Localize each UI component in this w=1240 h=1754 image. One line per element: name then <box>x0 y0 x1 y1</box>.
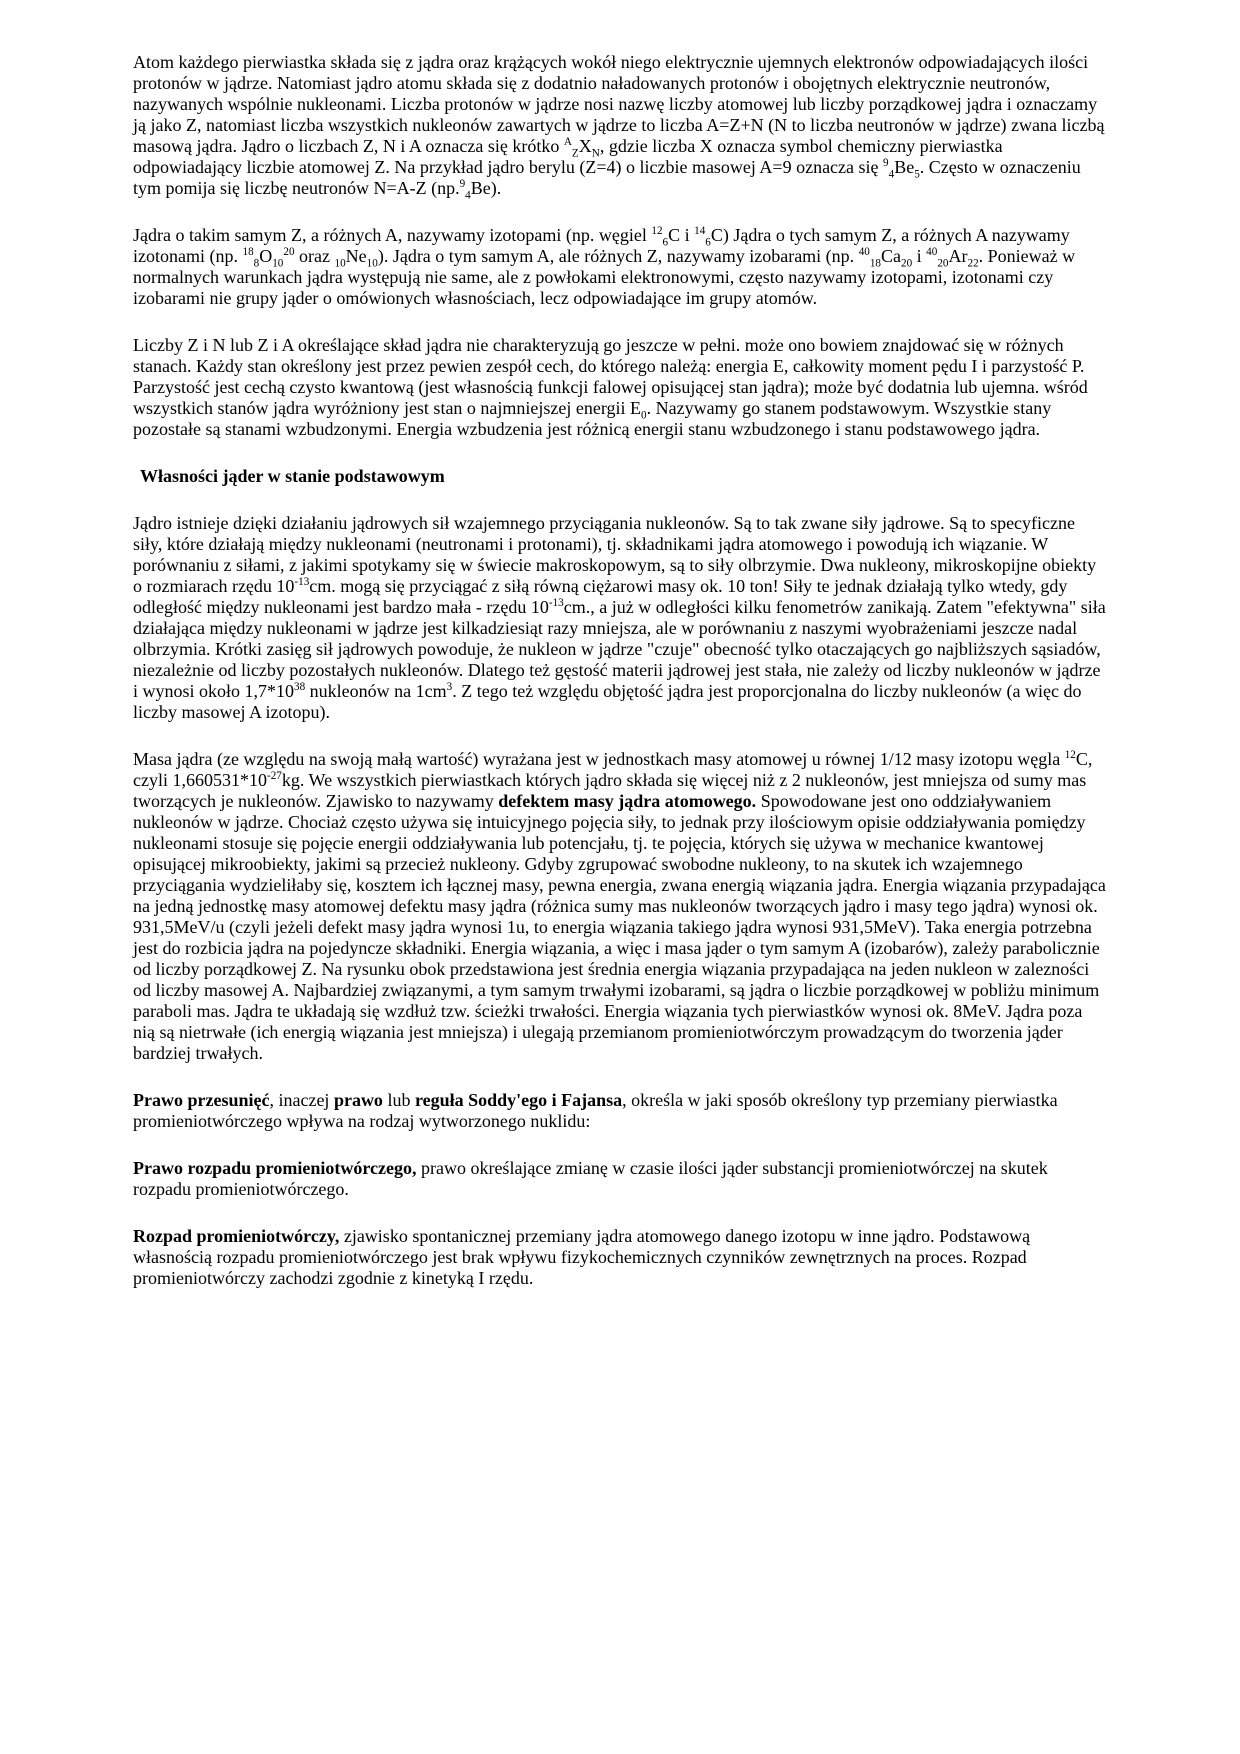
text-segment: Jądra o takim samym Z, a różnych A, nazywamy izotopami (np. węgiel <box>133 225 652 245</box>
superscript-text: 20 <box>283 246 295 258</box>
text-segment: . Ponieważ w normalnych warunkach jądra występują nie same, ale z powłokami elektronowymi, często nazywamy izotopami, izotonami czy izobarami nie grupy jąder o omówionych własnościach, lecz odpowiadające im grupy atomów. <box>133 246 1076 308</box>
bold-text: Rozpad promieniotwórczy, <box>133 1226 340 1246</box>
superscript-text: 40 <box>858 246 870 258</box>
text-segment: X <box>578 136 592 156</box>
subscript-text: 4 <box>465 189 471 202</box>
text-segment: prawo określające zmianę w czasie ilości jąder substancji promieniotwórczej na skutek rozpadu promieniotwórczego. <box>133 1158 1048 1199</box>
paragraph <box>133 335 1108 440</box>
paragraph <box>133 1158 1108 1200</box>
superscript-text: 40 <box>926 246 938 258</box>
subscript-text: N <box>591 147 600 160</box>
text-segment: Masa jądra (ze względu na swoją małą wartość) wyrażana jest w jednostkach masy atomowej u równej 1/12 masy izotopu węgla <box>133 749 1065 769</box>
subscript-text: 5 <box>914 168 920 181</box>
paragraph <box>133 225 1108 309</box>
superscript-text: 3 <box>446 681 453 693</box>
text-segment: Be <box>894 157 915 177</box>
subscript-text: 6 <box>705 236 711 249</box>
text-segment: Ar <box>948 246 968 266</box>
text-segment: , określa w jaki sposób określony typ przemiany pierwiastka promieniotwórczego wpływa na rodzaj wytworzonego nuklidu: <box>133 1090 1058 1131</box>
text-segment: O <box>259 246 273 266</box>
paragraph <box>133 1226 1108 1289</box>
text-segment: oraz <box>294 246 335 266</box>
subscript-text: 20 <box>901 257 913 270</box>
superscript-text: -13 <box>548 597 564 609</box>
superscript-text: 14 <box>694 225 706 237</box>
text-segment: Be). <box>470 178 502 198</box>
text-segment: C i <box>668 225 695 245</box>
section-heading <box>133 466 1108 487</box>
superscript-text: 12 <box>1064 749 1076 761</box>
text-segment: kg. We wszystkich pierwiastkach których jądro składa się więcej niż z 2 nukleonów, jest mniejsza od sumy mas tworzących je nukleonów. Zjawisko to nazywamy <box>133 770 1087 811</box>
bold-text: Prawo przesunięć <box>133 1090 270 1110</box>
text-segment: . Nazywamy go stanem podstawowym. Wszystkie stany pozostałe są stanami wzbudzonymi. Energia wzbudzenia jest różnicą energii stanu wzbudzonego i stanu podstawowego jądra. <box>133 398 1052 439</box>
text-segment: i <box>912 246 927 266</box>
subscript-text: 6 <box>662 236 669 249</box>
text-segment: Atom każdego pierwiastka składa się z jądra oraz krążących wokół niego elektrycznie ujemnych elektronów odpowiadających ilości protonów w jądrze. Natomiast jądro atomu składa się z dodatnio naładowanych protonów i obojętnych elektrycznie neutronów, nazywanych wspólnie nukleonami. Liczba protonów w jądrze nosi nazwę liczby atomowej lub liczby porządkowej jądra i oznaczamy ją jako Z, natomiast liczba wszystkich nukleonów zawartych w jądrze to liczba A=Z+N (N to liczba neutronów w jądrze) zwana liczbą masową jądra. Jądro o liczbach Z, N i A oznacza się krótko <box>133 52 1105 156</box>
subscript-text: 4 <box>888 168 895 181</box>
paragraph <box>133 513 1108 723</box>
bold-text: defektem masy jądra atomowego. <box>498 791 757 811</box>
superscript-text: -13 <box>294 576 310 588</box>
text-segment: C, czyli 1,660531*10 <box>133 749 1093 790</box>
paragraph <box>133 1090 1108 1132</box>
subscript-text: 20 <box>937 257 949 270</box>
text-segment: nukleonów na 1cm <box>305 681 447 701</box>
subscript-text: 8 <box>253 257 260 270</box>
subscript-text: Z <box>571 147 579 160</box>
subscript-text: 10 <box>334 257 346 270</box>
text-segment: zjawisko spontanicznej przemiany jądra atomowego danego izotopu w inne jądro. Podstawową własnością rozpadu promieniotwórczego jest brak wpływu fizykochemicznych czynników zewnętrznych na proces. Rozpad promieniotwórczy zachodzi zgodnie z kinetyką I rzędu. <box>133 1226 1031 1288</box>
text-segment: Jądro istnieje dzięki działaniu jądrowych sił wzajemnego przyciągania nukleonów. Są to tak zwane siły jądrowe. Są to specyficzne siły, które działają między nukleonami (neutronami i protonami), tj. składnikami jądra atomowego i powodują ich wiązanie. W porównaniu z siłami, z jakimi spotykamy się w świecie makroskopowym, są to siły olbrzymie. Dwa nukleony, mikroskopijne obiekty o rozmiarach rzędu 10 <box>133 513 1097 596</box>
superscript-text: 18 <box>242 246 254 258</box>
text-segment: Spowodowane jest ono oddziaływaniem nukleonów w jądrze. Chociaż często używa się intuicyjnego pojęcia siły, to jednak przy ilościowym opisie oddziaływania pomiędzy nukleonami stosuje się pojęcie energii oddziaływania lub potencjału, tj. te pojęcia, których się używa w mechanice kwantowej opisującej mikroobiekty, jakimi są przecież nukleony. Gdyby zgrupować swobodne nukleony, to na skutek ich wzajemnego przyciągania wydzieliłaby się, kosztem ich łącznej masy, pewna energia, zwana energią wiązania jądra. Energia wiązania przypadająca na jedną jednostkę masy atomowej defektu masy jądra (różnica sumy mas nukleonów tworzących jądro i masy tego jądra) wynosi ok. 931,5MeV/u (czyli jeżeli defekt masy jądra wynosi 1u, to energia wiązania takiego jądra wynosi 931,5MeV). Taka energia potrzebna jest do rozbicia jądra na pojedyncze składniki. Energia wiązania, a więc i masa jąder o tym samym A (izobarów), zależy parabolicznie od liczby porządkowej Z. Na rysunku obok przedstawiona jest średnia energia wiązania przypadająca na jeden nukleon w zalezności od liczby masowej A. Najbardziej związanymi, a tym samym trwałymi izobarami, są jądra o liczbie porządkowej w pobliżu minimum paraboli mas. Jądra te układają się wzdłuż tzw. ścieżki trwałości. Energia wiązania tych pierwiastków wynosi ok. 8MeV. Jądra poza nią są nietrwałe (ich energią wiązania jest mniejsza) i ulegają przemianom promieniotwórczym prowadzącym do tworzenia jąder bardziej trwałych. <box>133 791 1106 1063</box>
subscript-text: 10 <box>272 257 284 270</box>
superscript-text: -27 <box>266 770 282 782</box>
text-segment: . Z tego też względu objętość jądra jest proporcjonalna do liczby nukleonów (a więc do liczby masowej A izotopu). <box>133 681 1082 722</box>
bold-text: prawo <box>333 1090 383 1110</box>
text-segment: Ne <box>345 246 367 266</box>
text-segment: . Często w oznaczeniu tym pomija się liczbę neutronów N=A-Z (np. <box>133 157 1081 198</box>
superscript-text: 9 <box>459 178 466 190</box>
text-segment: Ca <box>881 246 901 266</box>
text-segment: ). Jądra o tym samym A, ale różnych Z, nazywamy izobarami (np. <box>377 246 859 266</box>
bold-text: Własności jąder w stanie podstawowym <box>140 466 445 486</box>
subscript-text: 22 <box>967 257 979 270</box>
text-segment: lub <box>382 1090 415 1110</box>
text-segment: , gdzie liczba X oznacza symbol chemiczny pierwiastka odpowiadający liczbie atomowej Z. Na przykład jądro berylu (Z=4) o liczbie masowej A=9 oznacza się <box>133 136 1003 177</box>
superscript-text: 38 <box>294 681 306 693</box>
text-segment: , inaczej <box>269 1090 334 1110</box>
bold-text: Prawo rozpadu promieniotwórczego, <box>133 1158 417 1178</box>
text-segment: C) Jądra o tych samym Z, a różnych A nazywamy izotonami (np. <box>133 225 1070 266</box>
text-segment: cm. mogą się przyciągać z siłą równą ciężarowi masy ok. 10 ton! Siły te jednak działają tylko wtedy, gdy odległość między nukleonami jest bardzo mała - rzędu 10 <box>133 576 1068 617</box>
subscript-text: 10 <box>366 257 378 270</box>
subscript-text: 0 <box>641 409 647 422</box>
paragraph <box>133 749 1108 1064</box>
subscript-text: 18 <box>869 257 881 270</box>
superscript-text: A <box>563 136 572 148</box>
superscript-text: 9 <box>883 157 889 169</box>
text-segment: Liczby Z i N lub Z i A określające skład jądra nie charakteryzują go jeszcze w pełni. może ono bowiem znajdować się w różnych stanach. Każdy stan określony jest przez pewien zespół cech, do którego należą: energia E, całkowity moment pędu I i parzystość P. Parzystość jest cechą czysto kwantową (jest własnością funkcji falowej opisującej stan jądra); może być dodatnia lub ujemna. wśród wszystkich stanów jądra wyróżniony jest stan o najmniejszej energii E <box>133 335 1088 418</box>
text-segment: cm., a już w odległości kilku fenometrów zanikają. Zatem "efektywna" siła działająca między nukleonami w jądrze jest kilkadziesiąt razy mniejsza, ale w porównaniu z naszymi wyobrażeniami jeszcze nadal olbrzymia. Krótki zasięg sił jądrowych powoduje, że nukleon w jądrze "czuje" obecność tylko otaczających go najbliższych sąsiadów, niezależnie od liczby pozostałych nukleonów. Dlatego też gęstość materii jądrowej jest stała, nie zależy od liczby nukleonów w jądrze i wynosi około 1,7*10 <box>133 597 1106 701</box>
superscript-text: 12 <box>651 225 663 237</box>
document-body <box>133 52 1108 1289</box>
bold-text: reguła Soddy'ego i Fajansa <box>414 1090 623 1110</box>
paragraph <box>133 52 1108 202</box>
